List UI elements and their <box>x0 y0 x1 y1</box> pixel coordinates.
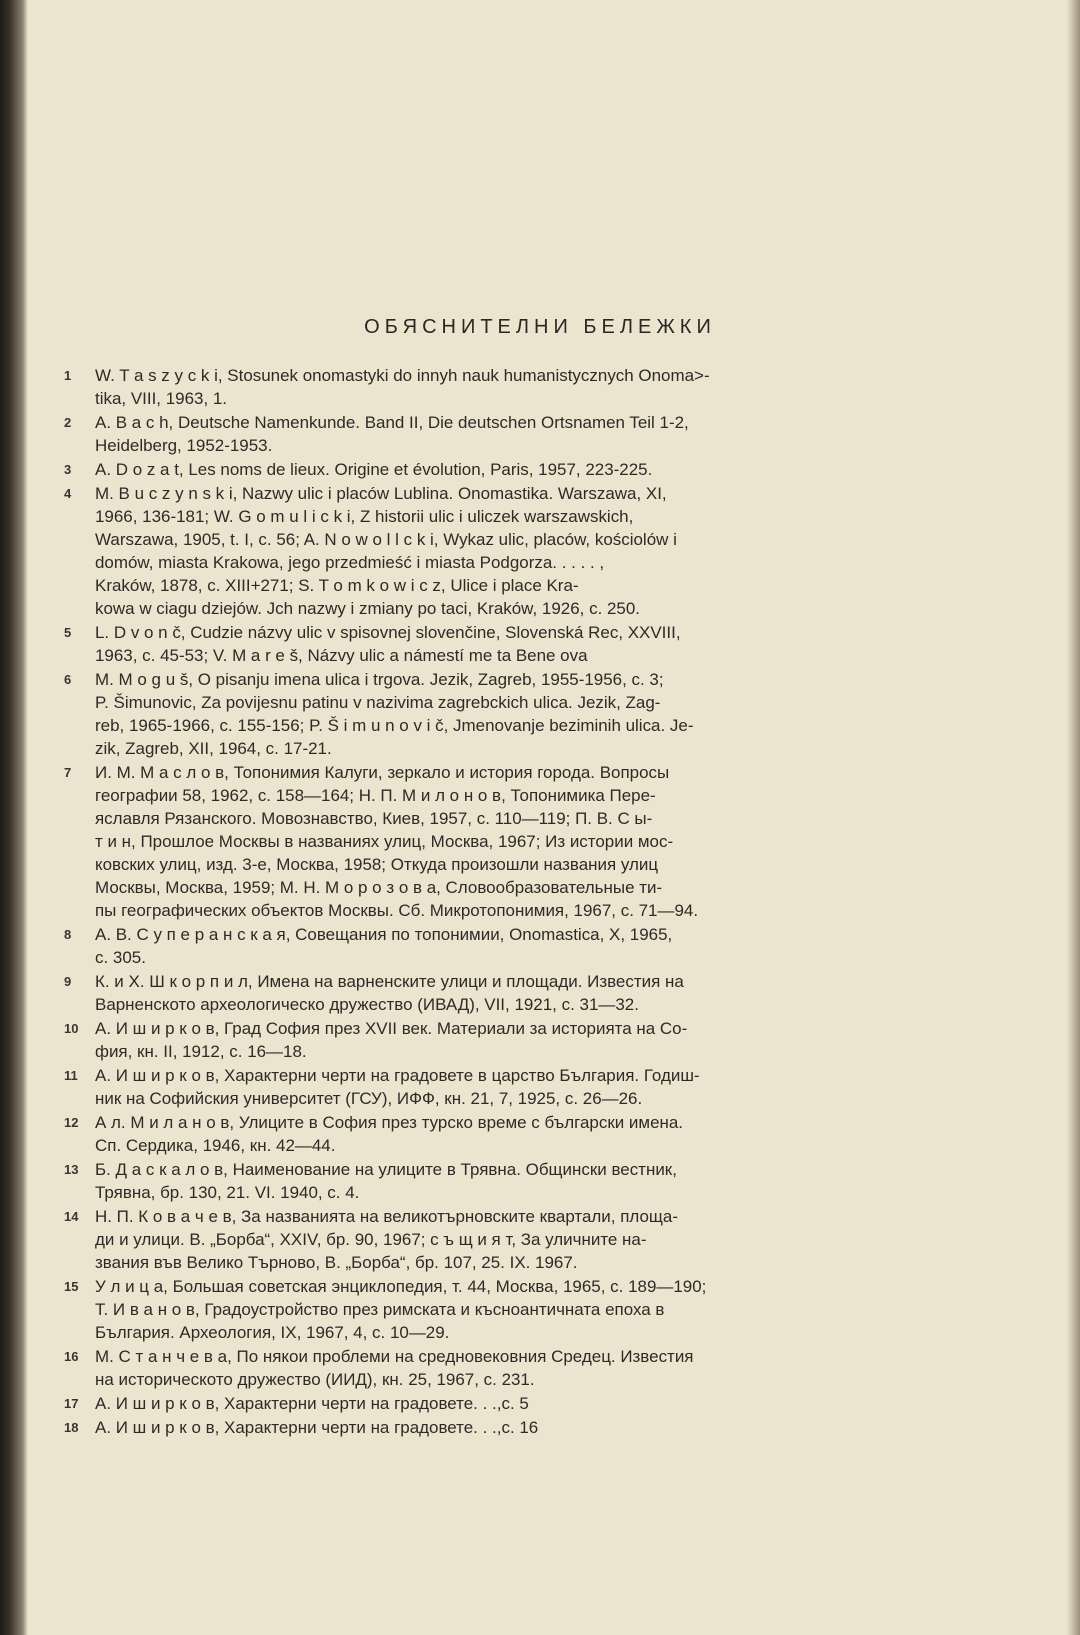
note-text-line: на историческото дружество (ИИД), кн. 25, 1967, с. 231. <box>95 1370 535 1389</box>
note-text-line: M. M o g u š, O pisanju imena ulica i trgova. Jezik, Zagreb, 1955-1956, c. 3; <box>95 670 664 689</box>
note-text-line: ди и улици. В. „Борба“, XXIV, бр. 90, 1967; с ъ щ и я т, За уличните на- <box>95 1230 647 1249</box>
note-text-line: Warszawa, 1905, t. I, c. 56; A. N o w o l l c k i, Wykaz ulic, placów, kościolów i <box>95 530 677 549</box>
note-number: 3 <box>64 462 72 477</box>
note-item <box>62 482 1052 620</box>
note-item <box>62 1017 1052 1063</box>
note-item <box>62 1111 1052 1157</box>
note-item <box>62 1345 1052 1391</box>
page-title: ОБЯСНИТЕЛНИ БЕЛЕЖКИ <box>364 316 716 338</box>
note-item <box>62 621 1052 667</box>
note-text-line: domów, miasta Krakowa, jego przedmieść i miasta Podgorza. . . . . , <box>95 553 605 572</box>
note-number: 7 <box>64 765 72 780</box>
note-text-line: Сп. Сердика, 1946, кн. 42—44. <box>95 1136 336 1155</box>
note-text-line: България. Археология, IX, 1967, 4, с. 10—29. <box>95 1323 450 1342</box>
note-number: 9 <box>64 974 72 989</box>
note-text-line: звания във Велико Търново, В. „Борба“, бр. 107, 25. IX. 1967. <box>95 1253 578 1272</box>
note-text-line: Трявна, бр. 130, 21. VI. 1940, с. 4. <box>95 1183 360 1202</box>
note-text-line: пы географических объектов Москвы. Сб. Микротопонимия, 1967, с. 71—94. <box>95 901 699 920</box>
note-number: 13 <box>64 1162 79 1177</box>
note-text-line: Н. П. К о в а ч е в, За названията на великотърновските квартали, площа- <box>95 1207 678 1226</box>
note-number: 14 <box>64 1209 79 1224</box>
note-text-line: A. B a c h, Deutsche Namenkunde. Band II, Die deutschen Ortsnamen Teil 1-2, <box>95 413 689 432</box>
note-text-line: Б. Д а с к а л о в, Наименование на улиците в Трявна. Общински вестник, <box>95 1160 677 1179</box>
note-text-line: tika, VIII, 1963, 1. <box>95 389 228 408</box>
note-text-line: 1966, 136-181; W. G o m u l i c k i, Z historii ulic i uliczek warszawskich, <box>95 507 634 526</box>
note-text-line: ник на Софийския университет (ГСУ), ИФФ, кн. 21, 7, 1925, с. 26—26. <box>95 1089 643 1108</box>
note-number: 18 <box>64 1420 79 1435</box>
note-number: 15 <box>64 1279 79 1294</box>
note-text-line: Heidelberg, 1952-1953. <box>95 436 273 455</box>
note-text-line: М. С т а н ч е в а, По някои проблеми на средновековния Средец. Известия <box>95 1347 694 1366</box>
note-item <box>62 364 1052 410</box>
note-number: 16 <box>64 1349 79 1364</box>
note-text-line: Kraków, 1878, c. XIII+271; S. T o m k o w i c z, Ulice i place Kra- <box>95 576 579 595</box>
note-text-line: L. D v o n č, Cudzie názvy ulic v spisovnej slovenčine, Slovenská Rec, XXVIII, <box>95 623 681 642</box>
note-number: 12 <box>64 1115 79 1130</box>
note-item <box>62 761 1052 922</box>
note-text-line: А. И ш и р к о в, Характерни черти на градовете в царство България. Годиш- <box>95 1066 700 1085</box>
note-item <box>62 970 1052 1016</box>
note-number: 1 <box>64 368 72 383</box>
note-number: 4 <box>64 486 72 501</box>
note-number: 11 <box>64 1068 78 1083</box>
note-text-line: Т. И в а н о в, Градоустройство през римската и късноантичната епоха в <box>95 1300 665 1319</box>
note-number: 17 <box>64 1396 79 1411</box>
note-item <box>62 1064 1052 1110</box>
note-text-line: A. D o z a t, Les noms de lieux. Origine et évolution, Paris, 1957, 223-225. <box>95 460 653 479</box>
note-item <box>62 1392 1052 1415</box>
note-text-line: географии 58, 1962, с. 158—164; Н. П. М и л о н о в, Топонимика Пере- <box>95 786 656 805</box>
note-text-line: P. Šimunovic, Za povijesnu patinu v nazivima zagrebckich ulica. Jezik, Zag- <box>95 693 661 712</box>
note-text-line: А. И ш и р к о в, Характерни черти на градовете. . .,с. 16 <box>95 1418 539 1437</box>
book-spine-shadow <box>0 0 28 1635</box>
note-text-line: Москвы, Москва, 1959; М. Н. М о р о з о в а, Словообразовательные ти- <box>95 878 663 897</box>
note-text-line: Варненското археологическо дружество (ИВАД), VII, 1921, с. 31—32. <box>95 995 639 1014</box>
note-text-line: 1963, c. 45-53; V. M a r e š, Názvy ulic a námestí me ta Bene ova <box>95 646 588 665</box>
note-item <box>62 458 1052 481</box>
note-text-line: У л и ц а, Большая советская энциклопедия, т. 44, Москва, 1965, с. 189—190; <box>95 1277 707 1296</box>
note-text-line: А. И ш и р к о в, Град София през XVII век. Материали за историята на Со- <box>95 1019 688 1038</box>
note-text-line: А. В. С у п е р а н с к а я, Совещания по топонимии, Onomastica, X, 1965, <box>95 925 673 944</box>
page-edge-shadow <box>1066 0 1080 1635</box>
note-item <box>62 923 1052 969</box>
note-number: 8 <box>64 927 72 942</box>
note-text-line: M. B u c z y n s k i, Nazwy ulic i placów Lublina. Onomastika. Warszawa, XI, <box>95 484 667 503</box>
note-item <box>62 1158 1052 1204</box>
note-text-line: т и н, Прошлое Москвы в названиях улиц, Москва, 1967; Из истории мос- <box>95 832 674 851</box>
note-text-line: с. 305. <box>95 948 146 967</box>
note-item <box>62 1416 1052 1439</box>
note-text-line: kowa w ciagu dziejów. Jch nazwy i zmiany po taci, Kraków, 1926, c. 250. <box>95 599 641 618</box>
note-number: 5 <box>64 625 72 640</box>
note-text-line: К. и Х. Ш к о р п и л, Имена на варненските улици и площади. Известия на <box>95 972 684 991</box>
note-text-line: zik, Zagreb, XII, 1964, c. 17-21. <box>95 739 332 758</box>
notes-list <box>62 364 1052 1440</box>
note-text-line: И. М. М а с л о в, Топонимия Калуги, зеркало и история города. Вопросы <box>95 763 670 782</box>
note-text-line: яславля Рязанского. Мовознавство, Киев, 1957, с. 110—119; П. В. С ы- <box>95 809 653 828</box>
note-text-line: А. И ш и р к о в, Характерни черти на градовете. . .,с. 5 <box>95 1394 529 1413</box>
note-number: 10 <box>64 1021 79 1036</box>
note-number: 2 <box>64 415 72 430</box>
note-text-line: А л. М и л а н о в, Улиците в София през турско време с български имена. <box>95 1113 684 1132</box>
note-text-line: W. T a s z y c k i, Stosunek onomastyki do innyh nauk humanistycznych Onoma>- <box>95 366 710 385</box>
note-item <box>62 411 1052 457</box>
note-text-line: reb, 1965-1966, c. 155-156; P. Š i m u n o v i č, Jmenovanje beziminih ulica. Je- <box>95 716 694 735</box>
note-text-line: ковских улиц, изд. 3-е, Москва, 1958; Откуда произошли названия улиц <box>95 855 659 874</box>
note-text-line: фия, кн. II, 1912, с. 16—18. <box>95 1042 307 1061</box>
note-item <box>62 1275 1052 1344</box>
note-number: 6 <box>64 672 72 687</box>
note-item <box>62 1205 1052 1274</box>
note-item <box>62 668 1052 760</box>
